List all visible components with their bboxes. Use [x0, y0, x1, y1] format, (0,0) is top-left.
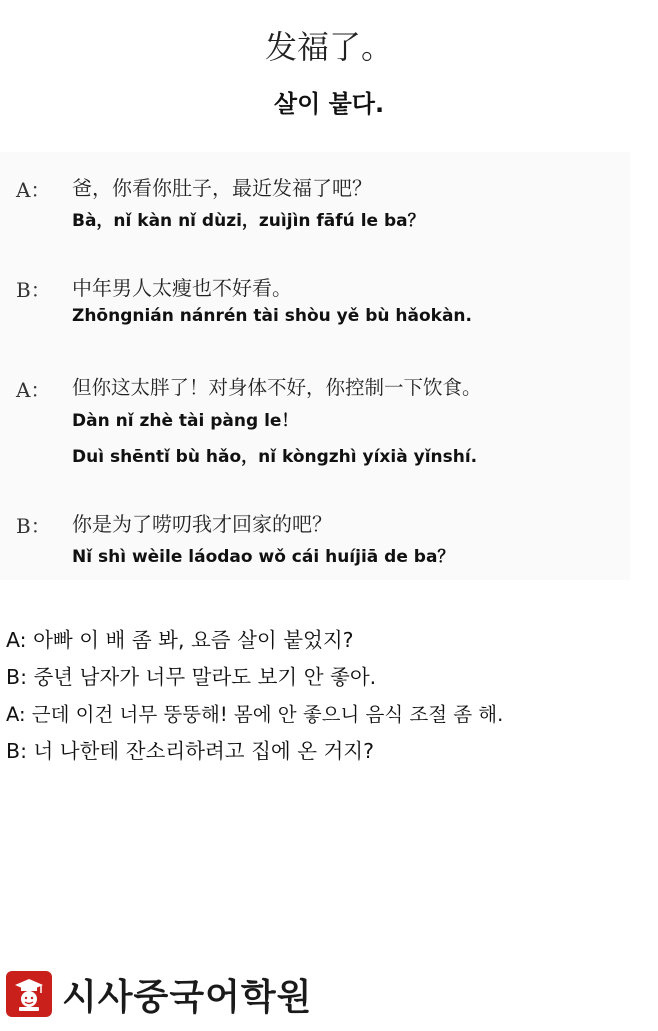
- academy-name: 시사중국어학원: [62, 976, 313, 1018]
- speaker-label: A：: [16, 178, 51, 202]
- pinyin-line: Nǐ shì wèile láodao wǒ cái huíjiā de ba？: [72, 547, 455, 567]
- translation-line: A: 아빠 이 배 좀 봐, 요즘 살이 붙었지?: [6, 628, 354, 652]
- page-title-chinese: 发福了。: [264, 28, 393, 66]
- speaker-label: B：: [16, 514, 51, 538]
- dialog-box: [0, 152, 630, 580]
- translation-line: A: 근데 이건 너무 뚱뚱해! 몸에 안 좋으니 음식 조절 좀 해.: [6, 703, 504, 726]
- pinyin-line: Zhōngnián nánrén tài shòu yě bù hǎokàn.: [72, 306, 472, 326]
- pinyin-line: Bà，nǐ kàn nǐ dùzi，zuìjìn fāfú le ba？: [72, 211, 425, 231]
- speaker-label: A：: [16, 378, 51, 402]
- pinyin-line: Duì shēntǐ bù hǎo，nǐ kòngzhì yíxià yǐnshí.: [72, 447, 478, 467]
- academy-logo: [6, 968, 312, 1020]
- chinese-line: 爸，你看你肚子，最近发福了吧？: [72, 176, 372, 200]
- korean-translation: [6, 622, 656, 770]
- chinese-line: 中年男人太瘦也不好看。: [72, 276, 292, 300]
- chinese-line: 你是为了唠叨我才回家的吧？: [72, 512, 332, 536]
- chinese-line: 但你这太胖了！对身体不好，你控制一下饮食。: [72, 376, 482, 399]
- translation-line: B: 너 나한테 잔소리하려고 집에 온 거지?: [6, 739, 374, 763]
- academy-emblem-icon: [6, 971, 52, 1017]
- page-title-korean: 살이 붙다.: [273, 90, 385, 118]
- translation-line: B: 중년 남자가 너무 말라도 보기 안 좋아.: [6, 665, 377, 689]
- pinyin-line: Dàn nǐ zhè tài pàng le！: [72, 411, 299, 431]
- speaker-label: B：: [16, 278, 51, 302]
